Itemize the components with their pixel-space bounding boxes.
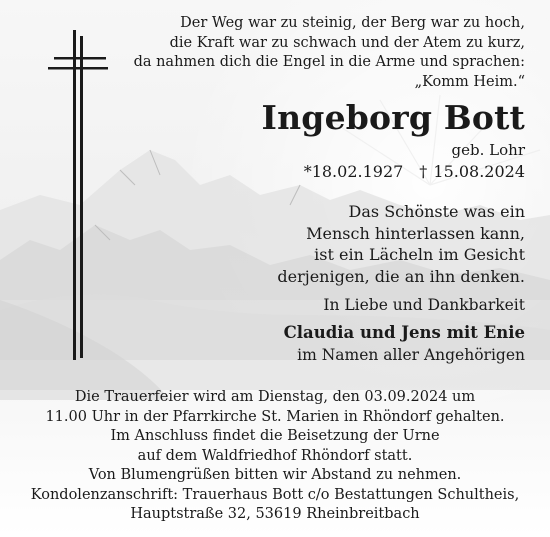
poem-line: „Komm Heim.“: [414, 73, 525, 90]
poem-line: Der Weg war zu steinig, der Berg war zu hoch,: [180, 15, 525, 31]
info-line: Von Blumengrüßen bitten wir Abstand zu nehmen.: [88, 467, 462, 483]
birth-date: *18.02.1927: [303, 162, 404, 181]
info-line: Die Trauerfeier wird am Dienstag, den 03.09.2024 um: [74, 389, 476, 405]
life-dates: [304, 162, 525, 182]
poem-line: die Kraft war zu schwach und der Atem zu kurz,: [169, 34, 525, 51]
info-line: auf dem Waldfriedhof Rhöndorf statt.: [137, 447, 413, 464]
signature-relatives: im Namen aller Angehörigen: [297, 346, 525, 364]
cross-icon: [40, 30, 120, 360]
quote-line: derjenigen, die an ihn denken.: [277, 267, 525, 287]
quote-line: Das Schönste was ein: [348, 202, 525, 221]
memorial-quote: [277, 201, 525, 288]
poem-line: da nahmen dich die Engel in die Arme und sprachen:: [133, 54, 525, 70]
deceased-name: Ingeborg Bott: [261, 98, 525, 137]
info-line: Hauptstraße 32, 53619 Rheinbreitbach: [130, 506, 420, 522]
info-line: 11.00 Uhr in der Pfarrkirche St. Marien in Rhöndorf gehalten.: [45, 408, 505, 425]
birth-name: geb. Lohr: [451, 141, 525, 159]
info-line: Im Anschluss findet die Beisetzung der Urne: [110, 428, 440, 444]
death-date: † 15.08.2024: [419, 162, 525, 181]
poem: [134, 14, 525, 92]
signature-intro: In Liebe und Dankbarkeit: [323, 296, 525, 314]
funeral-information: [0, 388, 550, 525]
signature-family: Claudia und Jens mit Enie: [283, 323, 525, 342]
info-line: Kondolenzanschrift: Trauerhaus Bott c/o Bestattungen Schultheis,: [30, 486, 520, 503]
quote-line: ist ein Lächeln im Gesicht: [314, 245, 525, 265]
quote-line: Mensch hinterlassen kann,: [306, 223, 525, 243]
